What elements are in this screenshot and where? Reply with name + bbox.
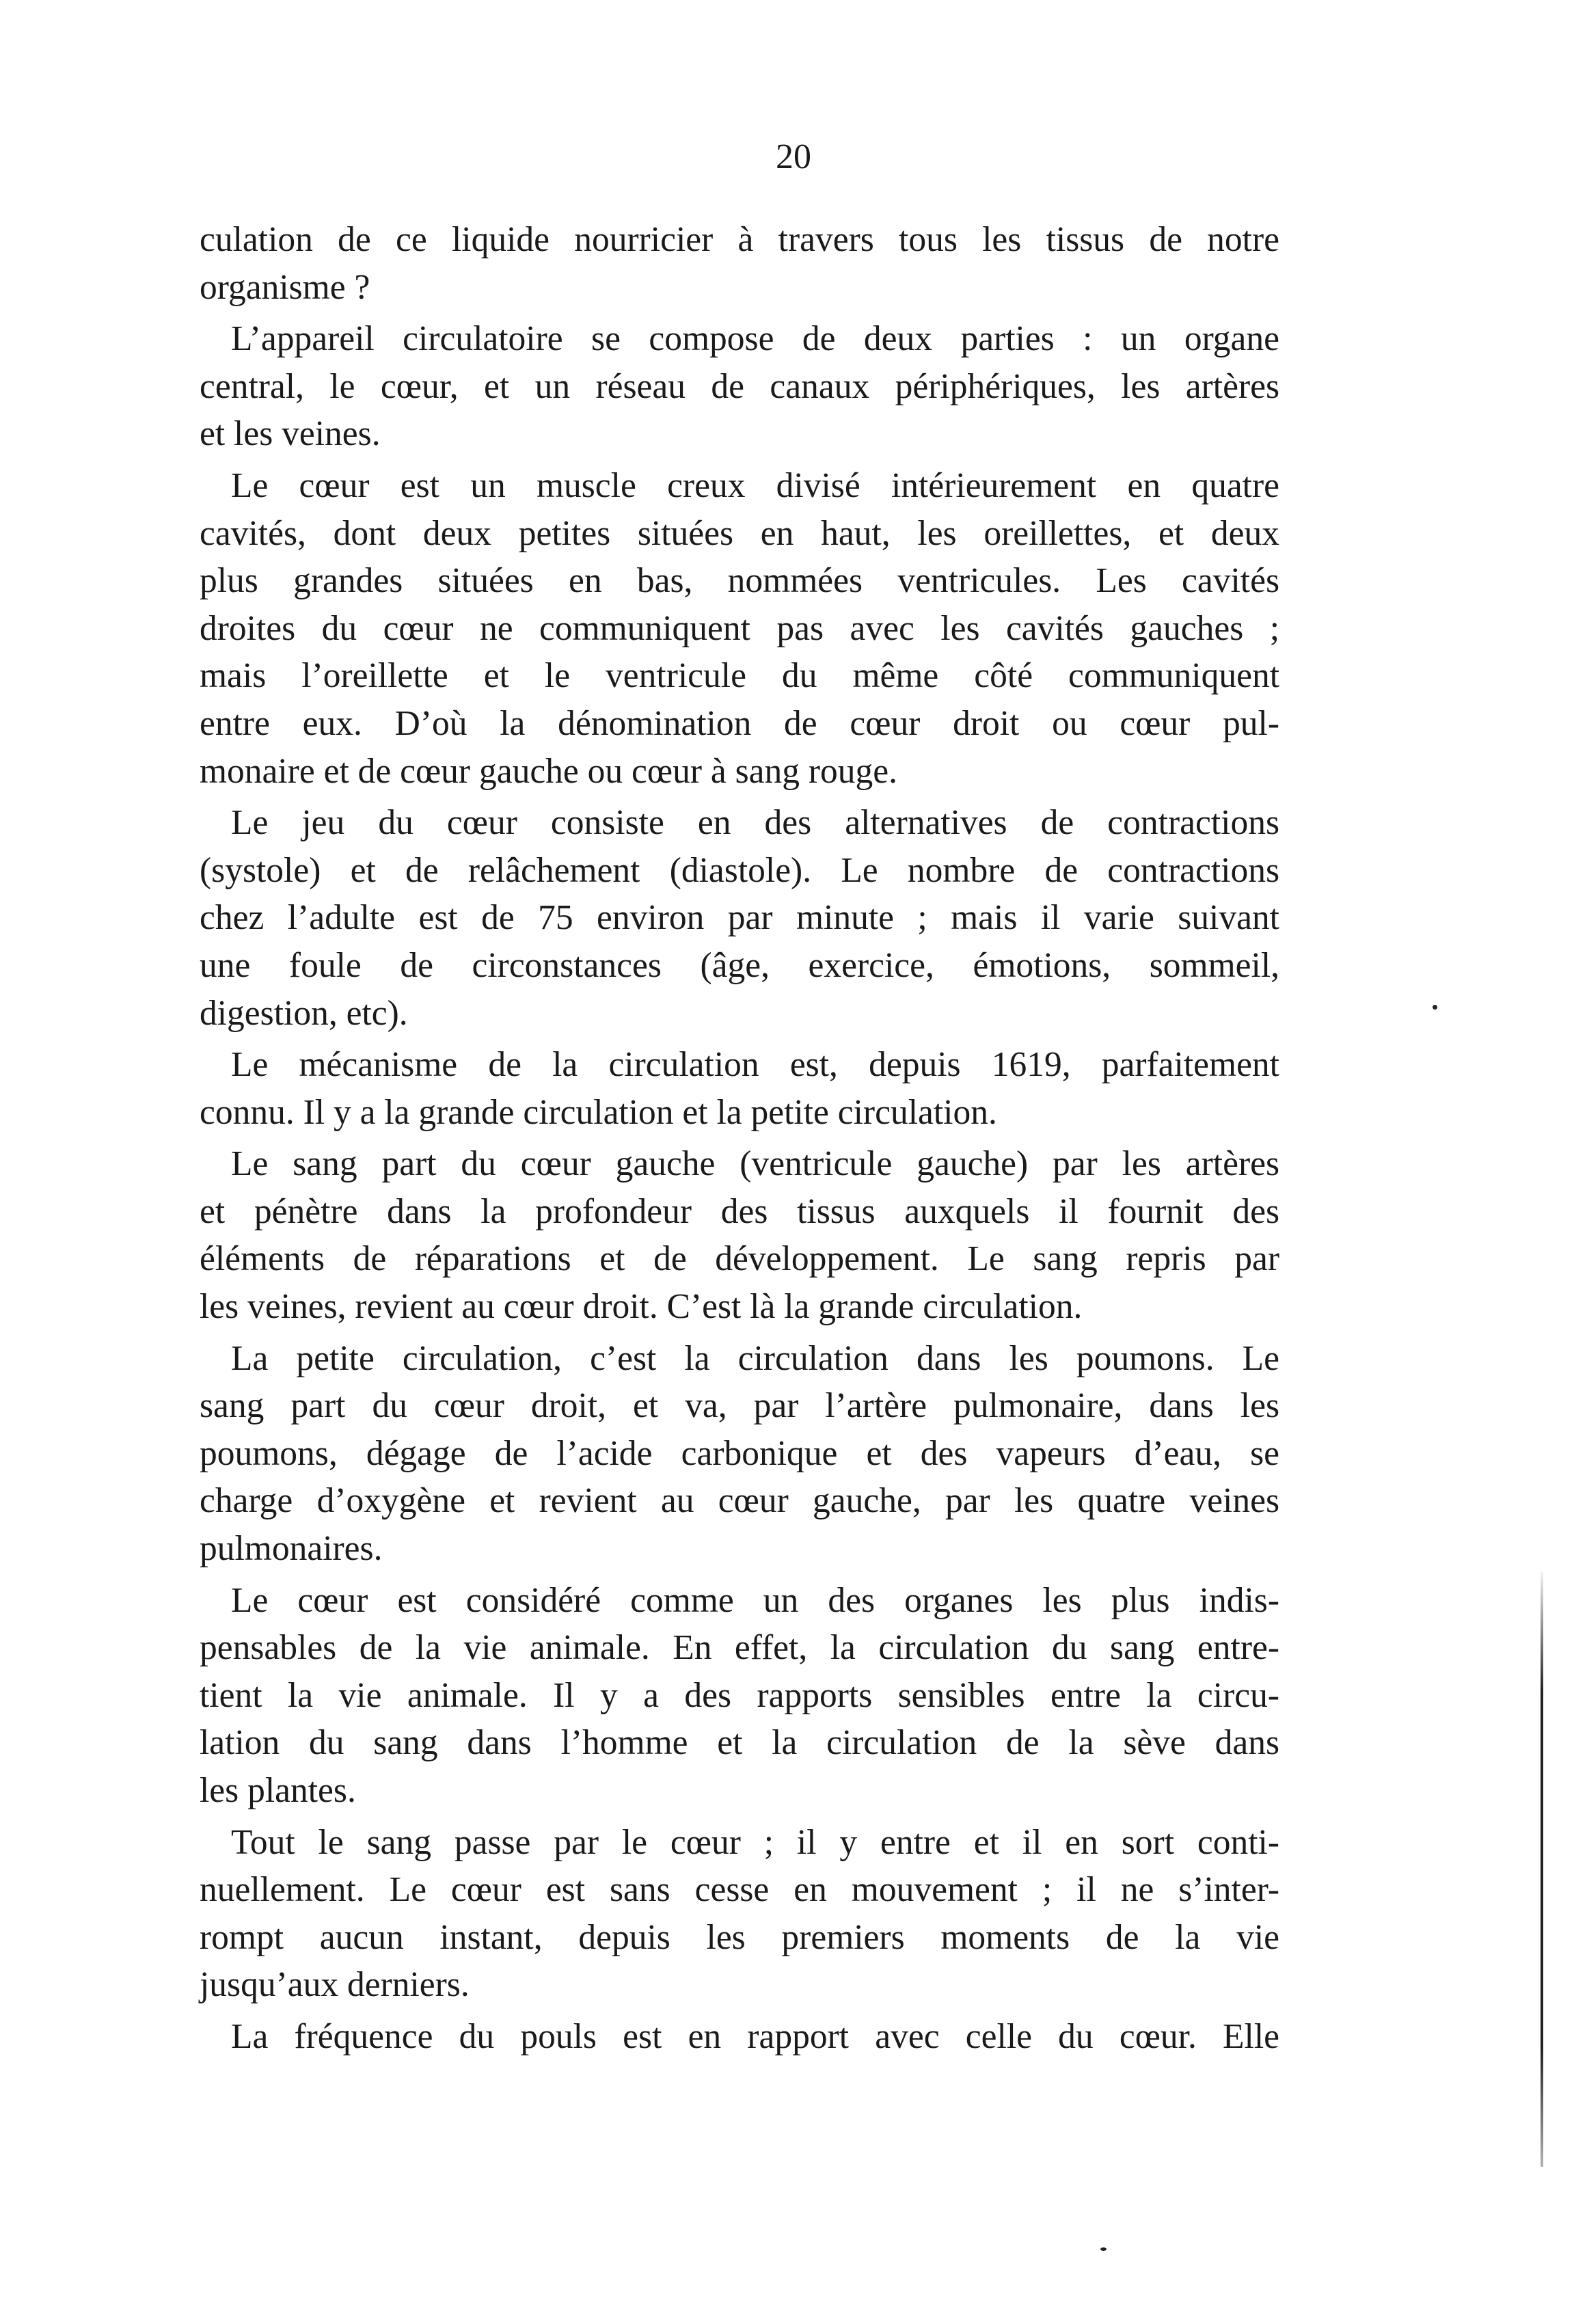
- text-line: et pénètre dans la profondeur des tissus auxquels il fournit des: [200, 1191, 1279, 1231]
- paragraph: [200, 1335, 1279, 1573]
- text-line: tient la vie animale. Il y a des rapports sensibles entre la circu-: [200, 1675, 1279, 1715]
- text-line: éléments de réparations et de développement. Le sang repris par: [200, 1239, 1279, 1279]
- text-line: charge d’oxygène et revient au cœur gauche, par les quatre veines: [200, 1481, 1279, 1521]
- text-line: lation du sang dans l’homme et la circulation de la sève dans: [200, 1723, 1279, 1763]
- paragraph: [200, 1819, 1279, 2009]
- text-line: pulmonaires.: [200, 1529, 383, 1569]
- text-line: L’appareil circulatoire se compose de deux parties : un organe: [231, 319, 1279, 359]
- paragraph: [200, 216, 1279, 311]
- text-line: entre eux. D’où la dénomination de cœur droit ou cœur pul-: [200, 703, 1279, 743]
- text-line: connu. Il y a la grande circulation et la petite circulation.: [200, 1092, 997, 1132]
- text-line: monaire et de cœur gauche ou cœur à sang rouge.: [200, 751, 897, 791]
- page-number: 20: [776, 137, 811, 176]
- paragraph: [200, 1041, 1279, 1136]
- text-line: pensables de la vie animale. En effet, la circulation du sang entre-: [200, 1628, 1279, 1668]
- speck: [1433, 1005, 1437, 1010]
- paragraph: [200, 1140, 1279, 1330]
- text-line: poumons, dégage de l’acide carbonique et des vapeurs d’eau, se: [200, 1433, 1279, 1473]
- margin-rule: [1541, 1572, 1543, 2167]
- paragraph: [200, 1577, 1279, 1815]
- text-line: chez l’adulte est de 75 environ par minute ; mais il varie suivant: [200, 898, 1279, 938]
- text-line: digestion, etc).: [200, 993, 408, 1033]
- text-line: droites du cœur ne communiquent pas avec les cavités gauches ;: [200, 608, 1279, 648]
- text-line: plus grandes situées en bas, nommées ventricules. Les cavités: [200, 561, 1279, 601]
- text-line: et les veines.: [200, 414, 381, 454]
- text-line: La fréquence du pouls est en rapport avec celle du cœur. Elle: [231, 2016, 1279, 2056]
- paragraph: [200, 315, 1279, 458]
- text-line: organisme ?: [200, 267, 370, 307]
- text-line: Le cœur est considéré comme un des organes les plus indis-: [231, 1580, 1279, 1620]
- text-line: central, le cœur, et un réseau de canaux périphériques, les artères: [200, 366, 1279, 406]
- speck: [1100, 2247, 1107, 2251]
- text-line: Tout le sang passe par le cœur ; il y entre et il en sort conti-: [231, 1822, 1279, 1862]
- text-line: une foule de circonstances (âge, exercice, émotions, sommeil,: [200, 945, 1279, 985]
- text-line: Le cœur est un muscle creux divisé intérieurement en quatre: [231, 465, 1279, 505]
- text-line: les plantes.: [200, 1771, 356, 1810]
- text-line: (systole) et de relâchement (diastole). Le nombre de contractions: [200, 850, 1279, 890]
- body-text: [200, 216, 1279, 2065]
- paragraph: [200, 2013, 1279, 2061]
- paragraph: [200, 462, 1279, 795]
- text-line: Le mécanisme de la circulation est, depuis 1619, parfaitement: [231, 1045, 1279, 1085]
- text-line: mais l’oreillette et le ventricule du même côté communiquent: [200, 656, 1279, 696]
- paragraph: [200, 799, 1279, 1037]
- text-line: cavités, dont deux petites situées en haut, les oreillettes, et deux: [200, 513, 1279, 553]
- text-line: les veines, revient au cœur droit. C’est là la grande circulation.: [200, 1287, 1083, 1327]
- text-line: La petite circulation, c’est la circulation dans les poumons. Le: [231, 1338, 1279, 1378]
- text-line: rompt aucun instant, depuis les premiers moments de la vie: [200, 1917, 1279, 1957]
- text-line: sang part du cœur droit, et va, par l’artère pulmonaire, dans les: [200, 1386, 1279, 1426]
- text-line: nuellement. Le cœur est sans cesse en mouvement ; il ne s’inter-: [200, 1870, 1279, 1910]
- text-line: jusqu’aux derniers.: [200, 1965, 470, 2005]
- text-line: Le sang part du cœur gauche (ventricule gauche) par les artères: [231, 1144, 1279, 1184]
- text-line: Le jeu du cœur consiste en des alternatives de contractions: [231, 803, 1279, 843]
- text-line: culation de ce liquide nourricier à travers tous les tissus de notre: [200, 220, 1279, 259]
